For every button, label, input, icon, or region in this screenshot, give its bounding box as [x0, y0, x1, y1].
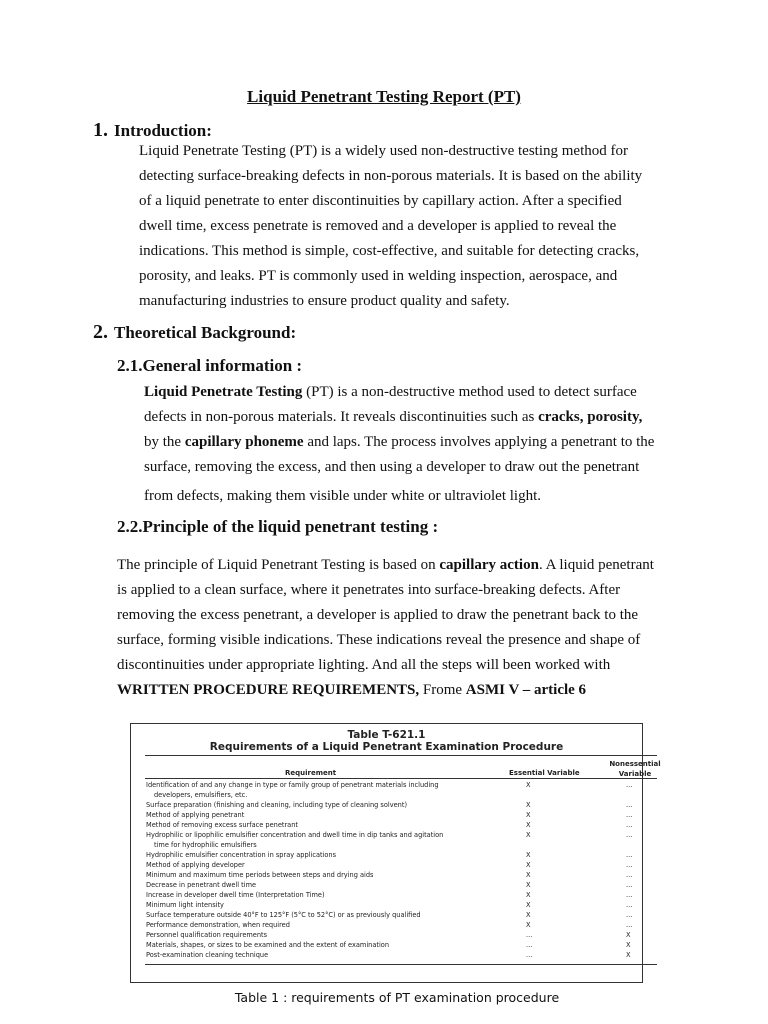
table-row [146, 950, 658, 960]
table-row [146, 850, 658, 860]
table-title [131, 729, 642, 753]
table-rule [145, 778, 657, 779]
nonessential-variable-cell: ... [626, 911, 633, 919]
nonessential-variable-cell: ... [626, 821, 633, 829]
text-line [117, 553, 697, 578]
essential-variable-cell: X [526, 811, 531, 819]
nonessential-variable-cell: X [626, 931, 631, 939]
text-line: surface, forming visible indications. These indications reveal the presence and shape of [117, 632, 641, 648]
nonessential-variable-cell: ... [626, 861, 633, 869]
requirement-cell-continuation: developers, emulsifiers, etc. [154, 791, 248, 799]
nonessential-variable-cell: ... [626, 901, 633, 909]
text-run: by the [144, 434, 185, 450]
table-row [146, 810, 658, 820]
table-row [146, 940, 658, 950]
bold-term: ASMI V – article 6 [465, 682, 587, 698]
essential-variable-cell: X [526, 801, 531, 809]
essential-variable-cell: ... [526, 941, 533, 949]
section-title: Theoretical Background: [114, 323, 297, 342]
requirement-cell: Post-examination cleaning technique [146, 951, 269, 959]
table-row [146, 800, 658, 810]
section-number: 1. [93, 119, 108, 141]
procedure-requirements-table [130, 723, 661, 983]
requirement-cell-continuation: time for hydrophilic emulsifiers [154, 841, 257, 849]
nonessential-variable-cell: X [626, 941, 631, 949]
bold-term: WRITTEN PROCEDURE REQUIREMENTS, [117, 682, 420, 698]
table-row [146, 820, 658, 830]
section-title: Introduction: [114, 121, 212, 140]
subsection-2-1-heading: 2.1.General information : [117, 356, 303, 375]
column-header-requirement: Requirement [285, 769, 337, 777]
text-line [144, 430, 704, 455]
table-row [146, 870, 658, 880]
requirement-cell: Method of applying penetrant [146, 811, 245, 819]
table-row [146, 880, 658, 890]
table-row [146, 900, 658, 910]
essential-variable-cell: X [526, 781, 531, 789]
subsection-2-2-heading: 2.2.Principle of the liquid penetrant testing : [117, 517, 439, 536]
table-row [146, 910, 658, 920]
nonessential-variable-cell: ... [626, 881, 633, 889]
essential-variable-cell: X [526, 861, 531, 869]
requirement-cell: Surface preparation (finishing and cleaning, including type of cleaning solvent) [146, 801, 408, 809]
table-row [146, 890, 658, 900]
table-rule [145, 755, 657, 756]
requirement-cell: Hydrophilic or lipophilic emulsifier concentration and dwell time in dip tanks and agitation [146, 831, 444, 839]
essential-variable-cell: X [526, 831, 531, 839]
general-information-paragraph [144, 380, 704, 509]
text-run: and laps. The process involves applying a penetrant to the [303, 434, 655, 450]
text-line: of a liquid penetrate to enter discontinuities by capillary action. After a specified [139, 193, 622, 209]
text-line: removing the excess penetrant, a developer is applied to draw the penetrant back to the [117, 607, 639, 623]
bold-term: Liquid Penetrate Testing [144, 384, 303, 400]
text-run: (PT) is a non-destructive method used to detect surface [302, 384, 637, 400]
text-line: surface, removing the excess, and then using a developer to draw out the penetrant [144, 459, 640, 475]
text-run: defects in non-porous materials. It reveals discontinuities such as [144, 409, 539, 425]
requirement-cell: Method of applying developer [146, 861, 245, 869]
requirement-cell: Decrease in penetrant dwell time [146, 881, 257, 889]
nonessential-variable-cell: ... [626, 801, 633, 809]
nonessential-variable-cell: ... [626, 921, 633, 929]
text-run: The principle of Liquid Penetrant Testing is based on [117, 557, 440, 573]
nonessential-variable-cell: X [626, 951, 631, 959]
essential-variable-cell: X [526, 851, 531, 859]
nonessential-variable-cell: ... [626, 831, 633, 839]
essential-variable-cell: ... [526, 931, 533, 939]
table-row [146, 920, 658, 930]
text-line: discontinuities under appropriate lighting. And all the steps will been worked with [117, 657, 611, 673]
text-line: detecting surface-breaking defects in non-porous materials. It is based on the ability [139, 168, 643, 184]
text-line: from defects, making them visible under white or ultraviolet light. [144, 488, 541, 504]
nonessential-variable-cell: ... [626, 871, 633, 879]
essential-variable-cell: ... [526, 951, 533, 959]
essential-variable-cell: X [526, 871, 531, 879]
requirement-cell: Hydrophilic emulsifier concentration in spray applications [146, 851, 337, 859]
column-header-essential: Essential Variable [509, 769, 580, 777]
report-title: Liquid Penetrant Testing Report (PT) [247, 87, 521, 106]
essential-variable-cell: X [526, 911, 531, 919]
requirement-cell: Materials, shapes, or sizes to be examined and the extent of examination [146, 941, 390, 949]
requirement-cell: Minimum light intensity [146, 901, 224, 909]
nonessential-variable-cell: ... [626, 891, 633, 899]
table-caption-title: Requirements of a Liquid Penetrant Examination Procedure [209, 741, 564, 753]
principle-paragraph [117, 553, 697, 703]
table-row [146, 930, 658, 940]
essential-variable-cell: X [526, 921, 531, 929]
text-line: manufacturing industries to ensure product quality and safety. [139, 293, 510, 309]
bold-term: capillary action [439, 557, 539, 573]
table-rule [145, 964, 657, 965]
table-row [146, 860, 658, 870]
essential-variable-cell: X [526, 891, 531, 899]
text-line: porosity, and leaks. PT is commonly used in welding inspection, aerospace, and [139, 268, 618, 284]
nonessential-variable-cell: ... [626, 811, 633, 819]
requirement-cell: Minimum and maximum time periods between steps and drying aids [146, 871, 374, 879]
table-number: Table T-621.1 [347, 729, 426, 741]
requirement-cell: Method of removing excess surface penetrant [146, 821, 298, 829]
requirement-cell: Identification of and any change in type or family group of penetrant materials including [146, 781, 439, 789]
essential-variable-cell: X [526, 821, 531, 829]
requirement-cell: Increase in developer dwell time (Interpretation Time) [146, 891, 325, 899]
table-caption: Table 1 : requirements of PT examination procedure [234, 990, 560, 1005]
section-number: 2. [93, 321, 108, 343]
requirement-cell: Personnel qualification requirements [146, 931, 268, 939]
column-header-nonessential: Nonessential Variable [609, 760, 661, 778]
text-run: . A liquid penetrant [538, 557, 654, 573]
introduction-paragraph [139, 139, 699, 314]
text-line: Liquid Penetrate Testing (PT) is a widely used non-destructive testing method for [139, 143, 628, 159]
text-line [144, 405, 704, 430]
bold-term: capillary phoneme [184, 434, 304, 450]
essential-variable-cell: X [526, 901, 531, 909]
text-line: dwell time, excess penetrate is removed and a developer is applied to reveal the [139, 218, 617, 234]
text-line [144, 380, 704, 405]
bold-term: cracks, porosity, [538, 409, 643, 425]
requirement-cell: Surface temperature outside 40°F to 125°F (5°C to 52°C) or as previously qualified [146, 911, 421, 919]
table-row [146, 830, 658, 850]
text-line: is applied to a clean surface, where it penetrates into surface-breaking defects. After [117, 582, 621, 598]
table-body [146, 780, 658, 960]
nonessential-variable-cell: ... [626, 781, 633, 789]
nonessential-variable-cell: ... [626, 851, 633, 859]
essential-variable-cell: X [526, 881, 531, 889]
text-line [117, 678, 697, 703]
table-row [146, 780, 658, 800]
text-line: indications. This method is simple, cost-effective, and suitable for detecting cracks, [139, 243, 640, 259]
text-run: Frome [419, 682, 466, 698]
requirement-cell: Performance demonstration, when required [146, 921, 290, 929]
section-2-heading [93, 321, 296, 344]
